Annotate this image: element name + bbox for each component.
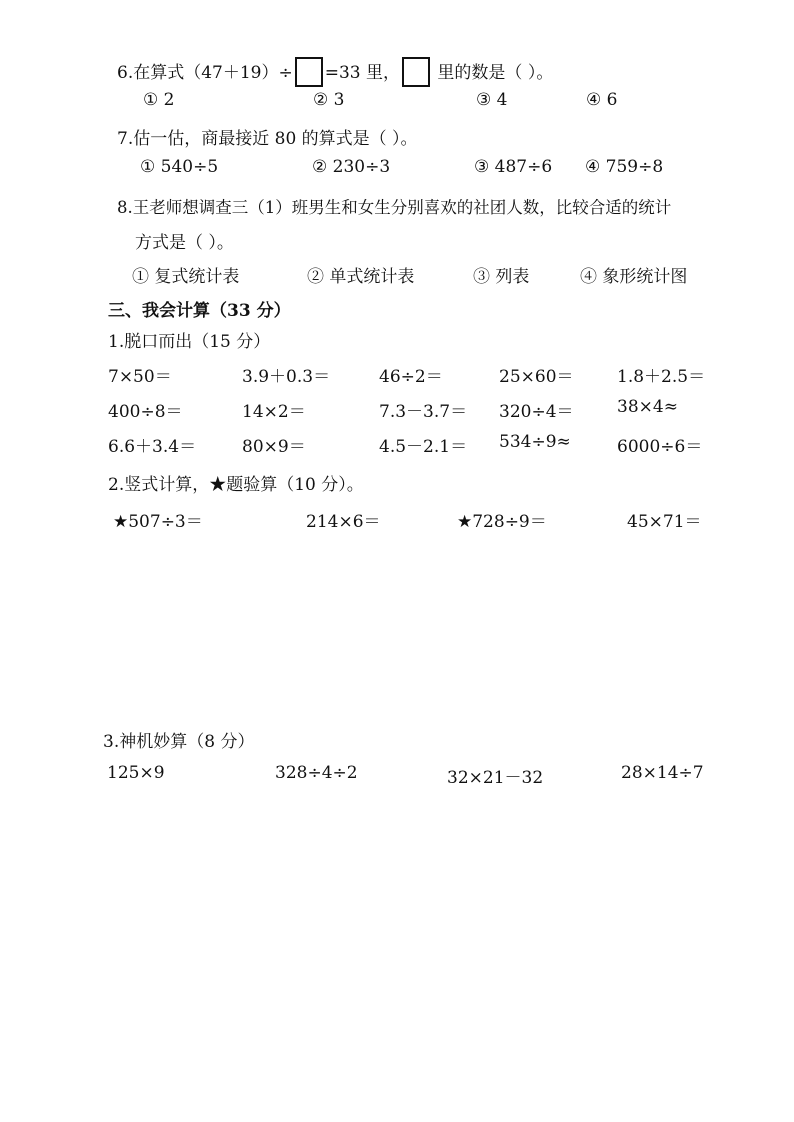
q8-option-4: ④ 象形统计图 [580,267,688,287]
oral-calc-item: 6.6＋3.4＝ [108,437,197,457]
q7-option-2: ② 230÷3 [312,157,391,177]
answer-box [402,57,430,87]
vertical-calc-item: 214×6＝ [306,512,381,532]
smart-calc-item: 125×9 [107,763,165,783]
smart-calc-item: 28×14÷7 [621,763,704,783]
q8-option-1: ① 复式统计表 [132,267,240,287]
part1-title: 1.脱口而出（15 分） [108,332,271,352]
q8-stem-line1: 8.王老师想调查三（1）班男生和女生分别喜欢的社团人数，比较合适的统计 [117,198,672,217]
oral-calc-item: 320÷4＝ [499,402,574,422]
vertical-calc-item: 45×71＝ [627,512,702,532]
q6-option-1: ① 2 [143,90,175,110]
q8-stem-line2: 方式是（ ）。 [135,233,234,253]
smart-calc-item: 328÷4÷2 [275,763,358,783]
section-title: 三、我会计算（33 分） [108,301,291,321]
q8-option-3: ③ 列表 [473,267,530,287]
smart-calc-item: 32×21－32 [447,768,544,788]
q6-option-4: ④ 6 [586,90,618,110]
q7-option-4: ④ 759÷8 [585,157,664,177]
oral-calc-row [0,432,794,458]
q6-option-2: ② 3 [313,90,345,110]
part2-title: 2.竖式计算，★题验算（10 分）。 [108,475,364,495]
oral-calc-item: 1.8＋2.5＝ [617,367,706,387]
oral-calc-item: 80×9＝ [242,437,306,457]
oral-calc-item: 7×50＝ [108,367,172,387]
q6-stem [117,58,553,89]
q6-prefix: 6.在算式（47＋19）÷ [117,63,293,83]
q6-suffix: 里的数是（ ）。 [437,63,554,83]
answer-box [295,57,323,87]
vertical-calc-item: ★507÷3＝ [113,512,203,532]
oral-calc-item: 6000÷6＝ [617,437,703,457]
oral-calc-row [0,397,794,423]
oral-calc-item: 7.3－3.7＝ [379,402,468,422]
oral-calc-item: 38×4≈ [617,397,678,417]
q7-option-3: ③ 487÷6 [474,157,553,177]
oral-calc-row [0,362,794,388]
q6-middle: =33 里， [324,63,401,83]
oral-calc-item: 534÷9≈ [499,432,571,452]
oral-calc-item: 25×60＝ [499,367,574,387]
smart-calc-row [0,763,794,789]
q7-stem: 7.估一估，商最接近 80 的算式是（ ）。 [117,129,418,149]
oral-calc-item: 3.9＋0.3＝ [242,367,331,387]
part3-title: 3.神机妙算（8 分） [103,732,255,752]
oral-calc-item: 4.5－2.1＝ [379,437,468,457]
q7-option-1: ① 540÷5 [140,157,219,177]
q6-option-3: ③ 4 [476,90,508,110]
oral-calc-item: 14×2＝ [242,402,306,422]
vertical-calc-item: ★728÷9＝ [457,512,547,532]
q8-option-2: ② 单式统计表 [307,267,415,287]
oral-calc-item: 400÷8＝ [108,402,183,422]
oral-calc-item: 46÷2＝ [379,367,443,387]
vertical-calc-row [0,507,794,533]
